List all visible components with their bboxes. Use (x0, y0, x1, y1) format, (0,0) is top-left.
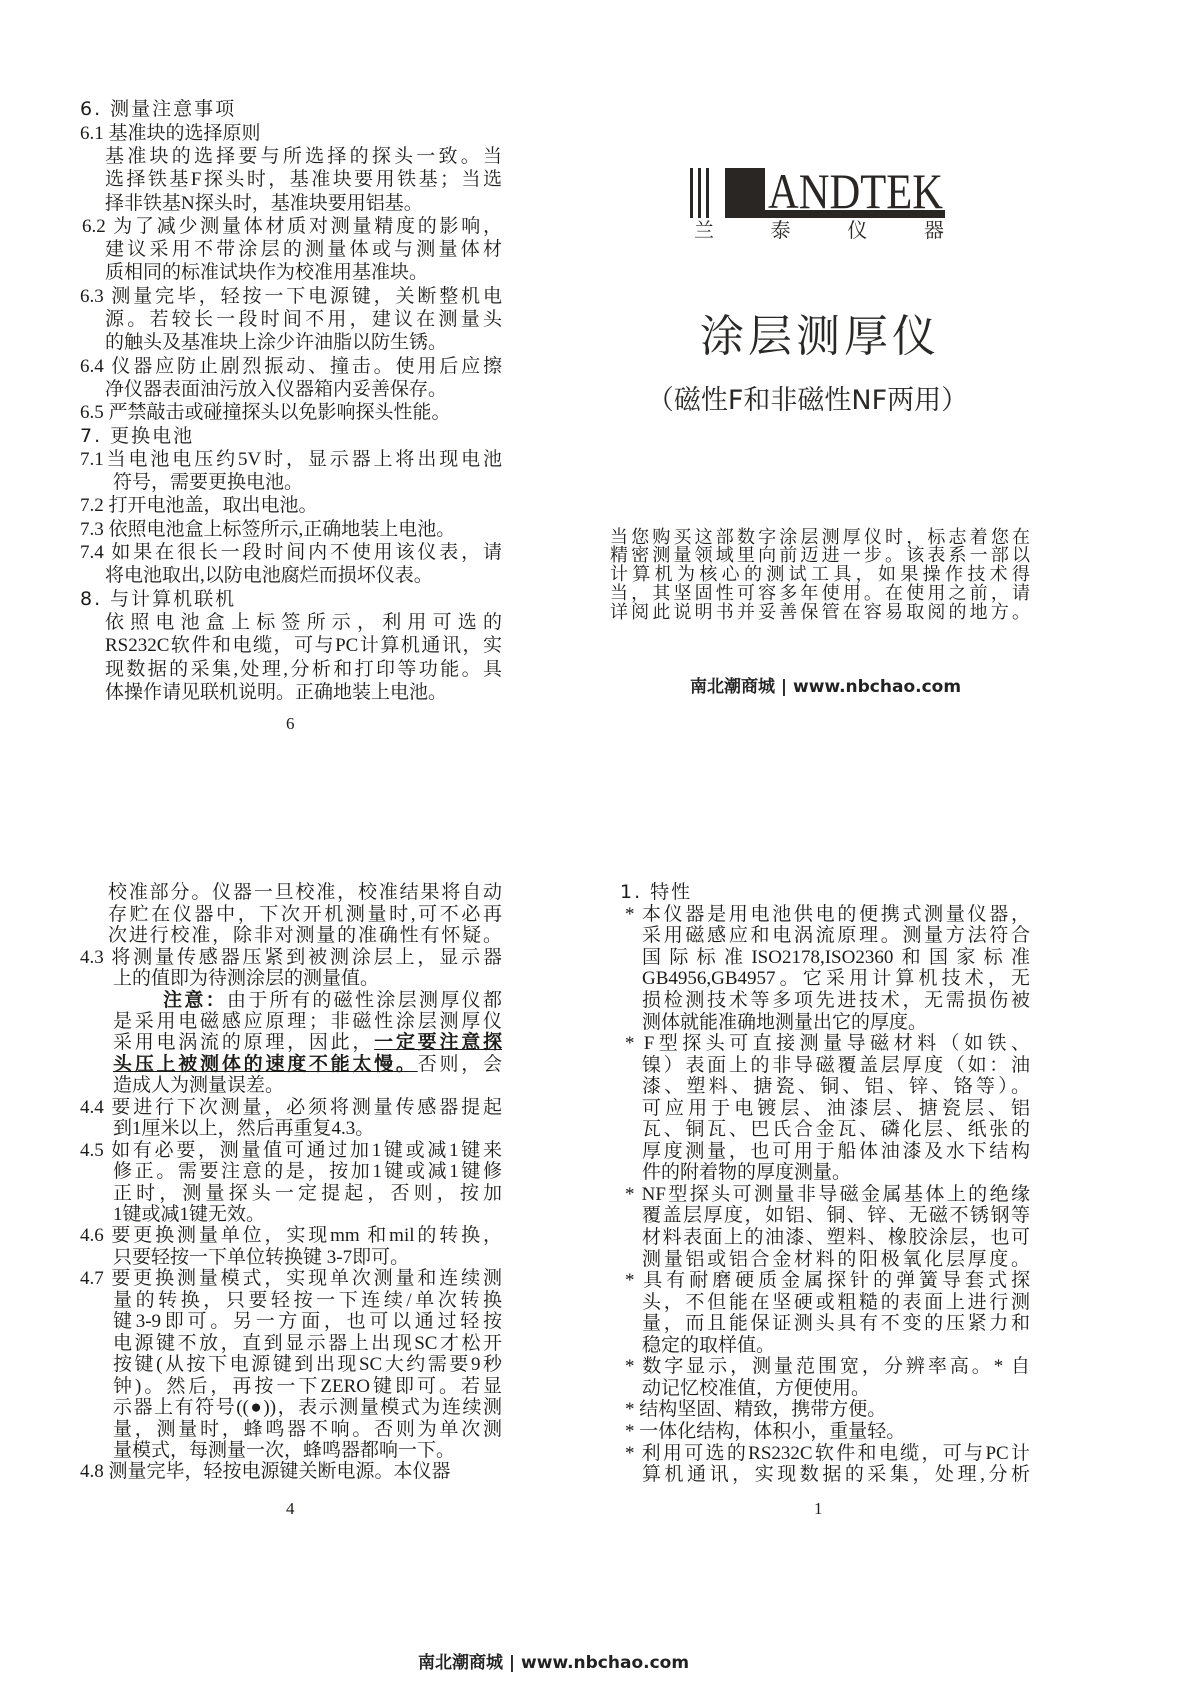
svg-text:ANDTEK: ANDTEK (768, 163, 943, 219)
text-line: 造成人为测量误差。 (113, 1075, 285, 1097)
text-line: 动记忆校准值，方便使用。 (642, 1377, 871, 1399)
text-line: 只要轻按一下单位转换键 3-7即可。 (113, 1246, 410, 1268)
text-line: * 数字显示，测量范围宽，分辨率高。* 自 (625, 1356, 1030, 1378)
text-line: 4.7 要更换测量模式，实现单次测量和连续测 (80, 1268, 502, 1290)
text-line: 电源键不放，直到显示器上出现SC才松开 (113, 1332, 502, 1354)
text-line: 4.6 要更换测量单位，实现mm 和mil的转换， (80, 1225, 502, 1247)
text-span: 采用电涡流的原理，因此， (113, 1032, 375, 1054)
text-line: 钟)。然后，再按一下ZERO键即可。若显 (113, 1375, 502, 1397)
text-line: 上的值即为待测涂层的测量值。 (113, 968, 380, 990)
text-line: 建议采用不带涂层的测量体或与测量体材 (105, 239, 502, 261)
text-line: 头，不但能在坚硬或粗糙的表面上进行测 (642, 1291, 1030, 1313)
text-line: * 结构坚固、精致，携带方便。 (625, 1399, 887, 1421)
text-line: 当，其坚固性可容多年使用。在使用之前，请 (610, 583, 1030, 603)
text-line: 损检测技术等多项先进技术，无需损伤被 (642, 989, 1030, 1011)
text-line: 7.4 如果在很长一段时间内不使用该仪表，请 (80, 542, 502, 564)
document-title: 涂层测厚仪 (700, 311, 940, 362)
text-line: RS232C软件和电缆，可与PC计算机通讯，实 (105, 635, 502, 657)
section-heading: 1. 特性 (620, 881, 693, 904)
section-heading: 6. 测量注意事项 (80, 98, 237, 121)
text-line: 采用磁感应和电涡流原理。测量方法符合 (642, 925, 1030, 947)
text-line: 修正。需要注意的是，按加1键或减1键修 (113, 1161, 502, 1183)
text-line: * F型探头可直接测量导磁材料（如铁、 (625, 1033, 1030, 1055)
text-span: 由于所有的磁性涂层测厚仪都 (227, 989, 502, 1011)
text-line: 测体就能准确地测量出它的厚度。 (642, 1011, 928, 1033)
text-line: 7.2 打开电池盖，取出电池。 (80, 495, 318, 517)
text-line: 计算机为核心的测试工具，如果操作技术得 (610, 564, 1030, 585)
footer-watermark: 南北潮商城 | www.nbchao.com (418, 1653, 690, 1673)
bold-label: 注意： (163, 988, 227, 1011)
text-line (163, 990, 502, 1011)
text-line: 量，而且能保证测头具有不变的压紧力和 (642, 1313, 1030, 1335)
text-line: 覆盖层厚度，如铝、铜、锌、无磁不锈钢等 (642, 1205, 1030, 1227)
text-line: 按键(从按下电源键到出现SC大约需要9秒 (113, 1354, 502, 1376)
underlined-emphasis: 一定要注意探 (374, 1031, 502, 1054)
text-line: 4.5 如有必要，测量值可通过加1键或减1键来 (80, 1139, 502, 1161)
text-line: 镍）表面上的非导磁覆盖层厚度（如：油 (642, 1054, 1030, 1076)
text-line: 6.3 测量完毕，轻按一下电源键，关断整机电 (80, 285, 502, 307)
section-heading: 8. 与计算机联机 (80, 587, 237, 610)
text-line: 测量铝或铝合金材料的阳极氧化层厚度。 (642, 1248, 1030, 1270)
text-line: 瓦、铜瓦、巴氏合金瓦、磷化层、纸张的 (642, 1119, 1030, 1141)
text-line: * 具有耐磨硬质金属探针的弹簧导套式探 (625, 1270, 1030, 1292)
text-line: 到1厘米以上，然后再重复4.3。 (113, 1118, 375, 1140)
text-line: 4.4 要进行下次测量，必须将测量传感器提起 (80, 1096, 502, 1118)
text-line: * 一体化结构，体积小，重量轻。 (625, 1420, 906, 1442)
text-line: 是采用电磁感应原理；非磁性涂层测厚仪 (113, 1010, 502, 1032)
text-span: 否则，会 (417, 1053, 502, 1075)
text-line: GB4956,GB4957。它采用计算机技术，无 (642, 968, 1030, 990)
text-line: 7.1当电池电压约5V时，显示器上将出现电池 (80, 448, 502, 470)
text-line: 6.1 基准块的选择原则 (80, 122, 261, 144)
logo-mark-icon (688, 160, 950, 240)
underlined-emphasis: 头压上被测体的速度不能太慢。 (113, 1052, 418, 1075)
text-line: 校准部分。仪器一旦校准，校准结果将自动 (108, 882, 502, 904)
text-line: 基准块的选择要与所选择的探头一致。当 (105, 145, 502, 167)
page-number: 4 (286, 1499, 295, 1518)
text-line: 漆、塑料、搪瓷、铜、铝、锌、铬等）。 (642, 1076, 1030, 1098)
svg-text:兰 泰 仪 器: 兰 泰 仪 器 (694, 218, 944, 242)
text-line: 6.5 严禁敲击或碰撞探头以免影响探头性能。 (80, 402, 451, 424)
text-line: * NF型探头可测量非导磁金属基体上的绝缘 (625, 1183, 1030, 1205)
text-line: 存贮在仪器中，下次开机测量时,可不必再 (108, 903, 502, 925)
page-number: 1 (814, 1499, 823, 1518)
text-line: 择非铁基N探头时，基准块要用铝基。 (105, 192, 423, 214)
text-line: 材料表面上的油漆、塑料、橡胶涂层，也可 (642, 1227, 1030, 1249)
text-line: 7.3 依照电池盒上标签所示,正确地装上电池。 (80, 518, 456, 540)
text-line: 正时，测量探头一定提起，否则，按加 (113, 1182, 502, 1204)
text-line: 将电池取出,以防电池腐烂而损坏仪表。 (105, 565, 433, 587)
text-line: 符号，需要更换电池。 (113, 472, 304, 494)
text-line: 厚度测量，也可用于船体油漆及水下结构 (642, 1140, 1030, 1162)
section-heading: 7. 更换电池 (80, 424, 195, 447)
text-line: 源。若较长一段时间不用，建议在测量头 (105, 309, 502, 331)
text-line: 选择铁基F探头时，基准块要用铁基；当选 (105, 169, 502, 191)
text-line: 6.2 为了减少测量体材质对测量精度的影响， (82, 215, 502, 237)
text-line: 依照电池盒上标签所示，利用可选的 (105, 611, 502, 633)
text-line (113, 1054, 502, 1075)
page-number: 6 (286, 714, 295, 733)
text-line: 的触头及基准块上涂少许油脂以防生锈。 (105, 332, 448, 354)
text-line: 净仪器表面油污放入仪器箱内妥善保存。 (105, 378, 448, 400)
text-line: 量的转换，只要轻按一下连续/单次转换 (113, 1289, 502, 1311)
text-line: 量，测量时，蜂鸣器不响。否则为单次测 (113, 1418, 502, 1440)
text-line: * 本仪器是用电池供电的便携式测量仪器， (625, 903, 1030, 925)
text-line: 6.4 仪器应防止剧烈振动、撞击。使用后应擦 (80, 355, 502, 377)
text-line: 现数据的采集,处理,分析和打印等功能。具 (105, 658, 502, 680)
text-line: 键3-9即可。另一方面，也可以通过轻按 (113, 1311, 502, 1333)
text-line: * 利用可选的RS232C软件和电缆，可与PC计 (625, 1442, 1030, 1464)
text-line: 4.8 测量完毕，轻按电源键关断电源。本仪器 (80, 1461, 451, 1483)
text-line: 示器上有符号((●))，表示测量模式为连续测 (113, 1397, 502, 1419)
text-line: 次进行校准，除非对测量的准确性有怀疑。 (108, 925, 502, 947)
text-line: 可应用于电镀层、油漆层、搪瓷层、铝 (642, 1097, 1030, 1119)
text-line: 精密测量领域里向前迈进一步。该表系一部以 (610, 545, 1030, 566)
text-line: 详阅此说明书并妥善保管在容易取阅的地方。 (610, 601, 1030, 622)
text-line: 稳定的取样值。 (642, 1334, 776, 1356)
text-line: 件的附着物的厚度测量。 (642, 1162, 852, 1184)
text-line: 量模式，每测量一次，蜂鸣器都响一下。 (113, 1439, 456, 1461)
text-line: 体操作请见联机说明。正确地装上电池。 (105, 681, 448, 703)
text-line (113, 1032, 502, 1053)
text-line: 当您购买这部数字涂层测厚仪时，标志着您在 (610, 526, 1030, 547)
text-line: 算机通讯，实现数据的采集，处理,分析 (642, 1464, 1030, 1486)
text-line: 质相同的标准试块作为校准用基准块。 (105, 262, 429, 284)
text-line: 1键或减1键无效。 (113, 1204, 266, 1226)
landtek-logo (688, 160, 950, 245)
document-subtitle: （磁性F和非磁性NF两用） (646, 385, 969, 416)
watermark: 南北潮商城 | www.nbchao.com (690, 677, 962, 697)
text-line: 国际标准ISO2178,ISO2360和国家标准 (642, 946, 1030, 968)
text-line: 4.3 将测量传感器压紧到被测涂层上，显示器 (80, 946, 502, 968)
